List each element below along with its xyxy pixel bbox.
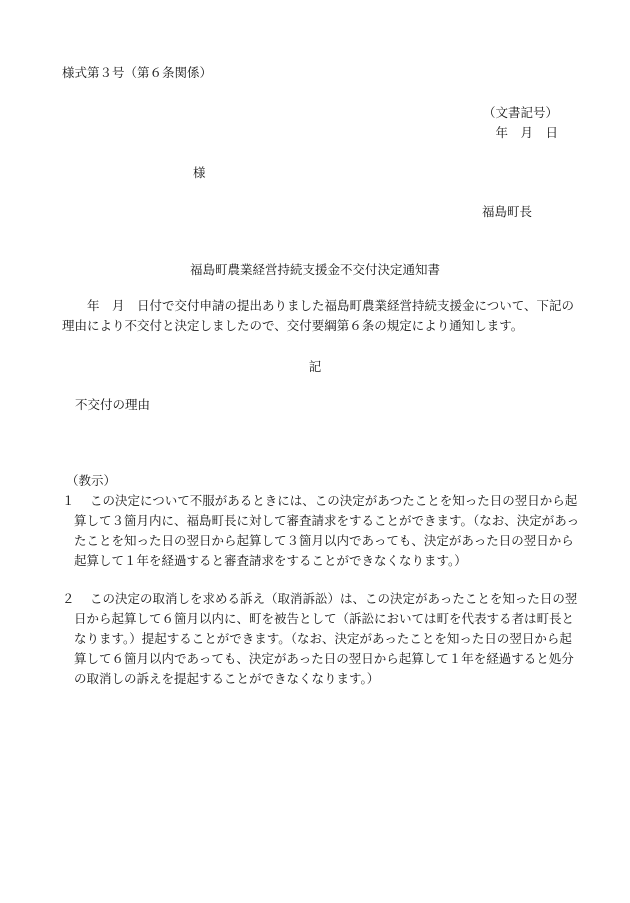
notes-heading: （教示） [66,473,117,488]
note-number: １ [62,493,75,508]
document-date: 年 月 日 [495,125,558,140]
note-item [62,589,584,689]
note-item [62,491,584,571]
issuer-name: 福島町長 [481,204,532,219]
ki-heading: 記 [308,359,322,374]
form-number: 様式第３号（第６条関係） [62,65,213,80]
recipient-line: 様 [193,165,206,180]
document-code: （文書記号） [482,105,558,120]
note-text: この決定について不服があるときには、この決定があつたことを知った日の翌日から起算して３箇月内に、福島町長に対して審査請求をすることができます。（なお、決定があったことを知った日の翌日から起算して３箇月以内であっても、決定があった日の翌日から起算して１年を経過すると審査請求をすることができなくなります。） [74,493,580,568]
reason-label: 不交付の理由 [75,397,151,412]
document-title: 福島町農業経営持続支援金不交付決定通知書 [189,262,440,277]
body-paragraph: 年 月 日付で交付申請の提出ありました福島町農業経営持続支援金について、下記の理由により不交付と決定しましたので、交付要綱第６条の規定により通知します。 [62,298,575,333]
note-text: この決定の取消しを求める訴え（取消訴訟）は、この決定があったことを知った日の翌日から起算して６箇月以内に、町を被告として（訴訟においては町を代表する者は町長となります。）提起することができます。（なお、決定があったことを知った日の翌日から起算して６箇月以内であっても、決定があった日の翌日から起算して１年を経過すると処分の取消しの訴えを提起することができなくなります。） [74,591,578,686]
note-number: ２ [62,591,75,606]
